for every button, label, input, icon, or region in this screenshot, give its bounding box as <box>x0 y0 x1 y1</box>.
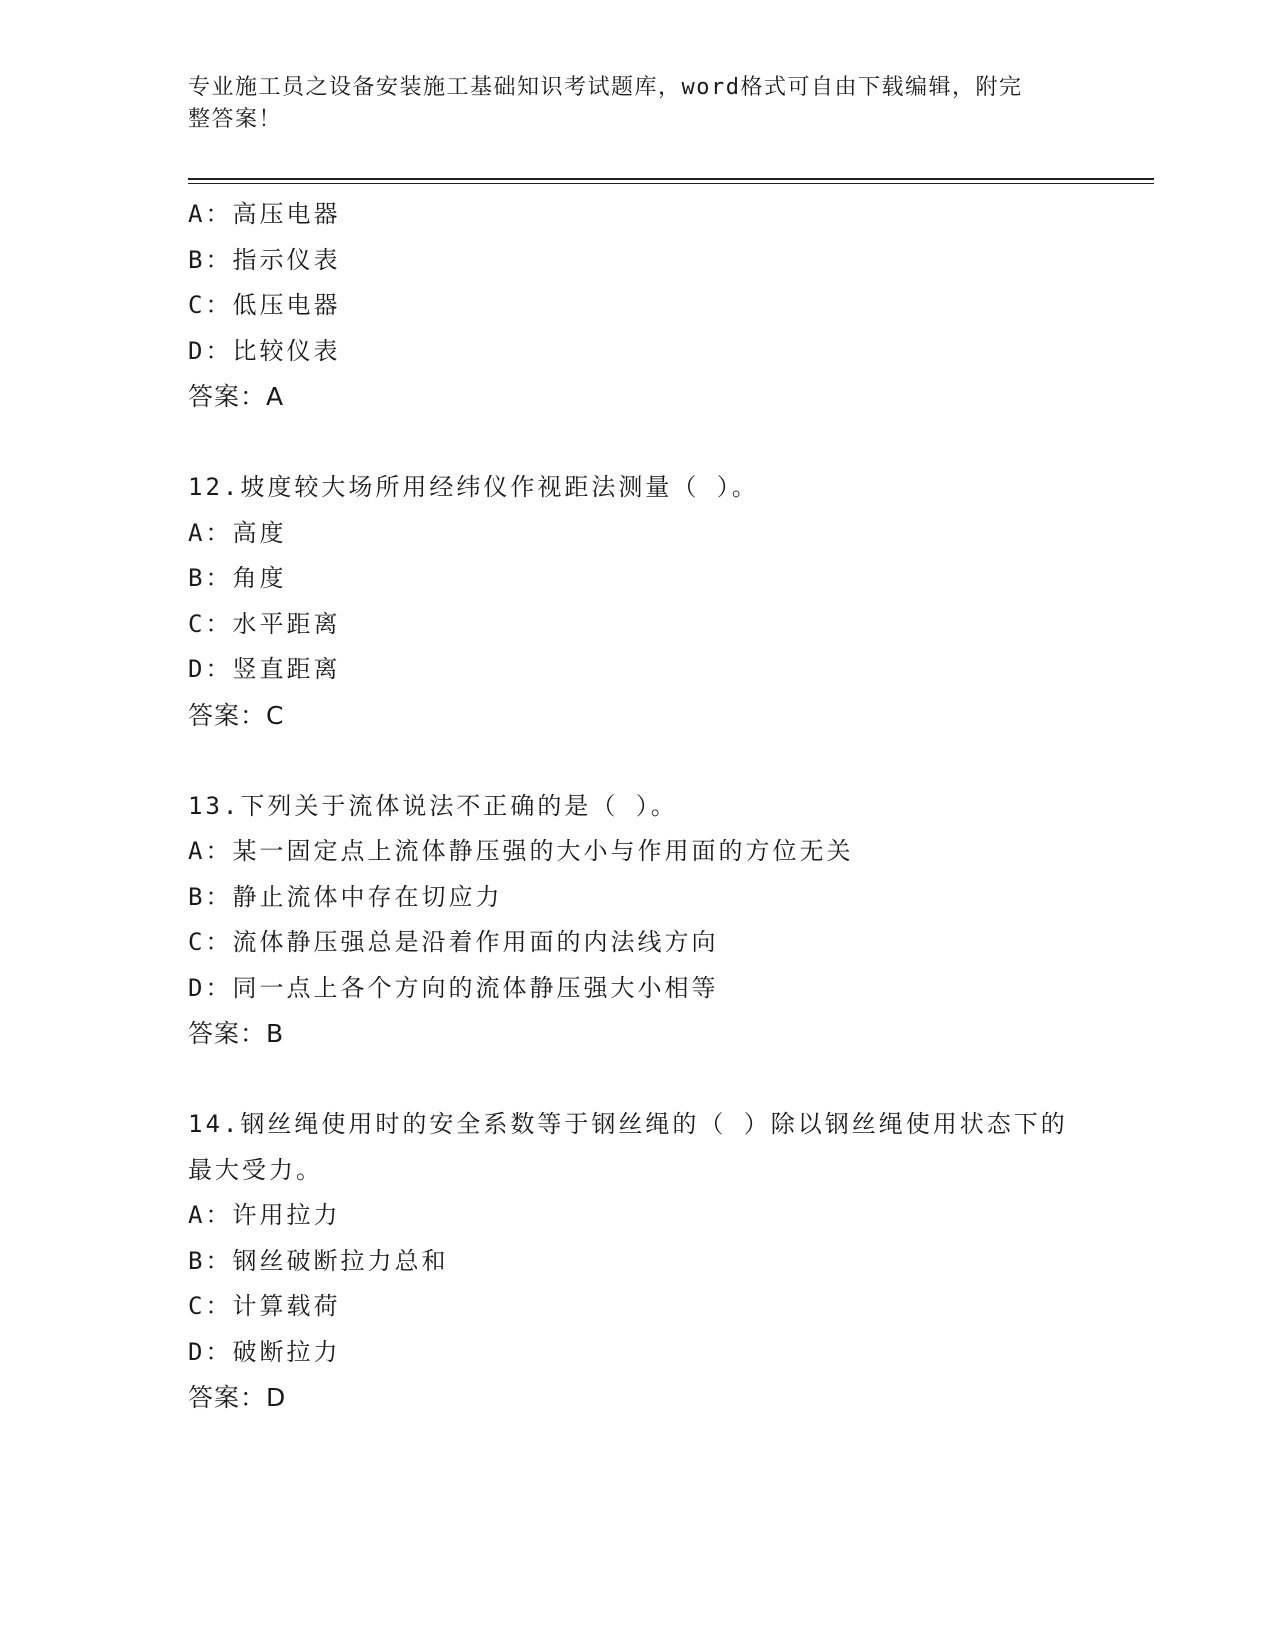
question-stem: 12.坡度较大场所用经纬仪作视距法测量（ ）。 <box>188 473 759 501</box>
header-rule-thin <box>188 183 1154 184</box>
option-b: B：静止流体中存在切应力 <box>188 882 503 911</box>
header-line-2: 整答案！ <box>188 107 283 132</box>
option-a: A：高压电器 <box>188 200 341 228</box>
answer-line: 答案：B <box>188 1019 285 1048</box>
answer-line: 答案：D <box>188 1383 287 1412</box>
option-d: D：同一点上各个方向的流体静压强大小相等 <box>188 973 719 1002</box>
spacer <box>188 420 1088 466</box>
spacer <box>188 1057 1088 1103</box>
option-b: B：角度 <box>188 564 287 592</box>
option-a: A：某一固定点上流体静压强的大小与作用面的方位无关 <box>188 837 854 865</box>
question-stem: 13.下列关于流体说法不正确的是（ ）。 <box>188 791 678 820</box>
option-c: C：水平距离 <box>188 609 341 638</box>
question-list <box>188 192 1088 1421</box>
question-14 <box>188 1102 1088 1421</box>
question-12 <box>188 465 1088 738</box>
option-c: C：流体静压强总是沿着作用面的内法线方向 <box>188 928 719 956</box>
option-c: C：低压电器 <box>188 291 341 319</box>
question-stem: 14.钢丝绳使用时的安全系数等于钢丝绳的（ ）除以钢丝绳使用状态下的最大受力。 <box>188 1110 1068 1184</box>
option-c: C：计算载荷 <box>188 1292 341 1320</box>
option-b: B：指示仪表 <box>188 245 341 274</box>
option-a: A：许用拉力 <box>188 1201 341 1229</box>
spacer <box>188 738 1088 784</box>
document-header <box>188 72 1068 136</box>
header-line-1: 专业施工员之设备安装施工基础知识考试题库，word格式可自由下载编辑，附完 <box>188 75 1023 100</box>
answer-line: 答案：C <box>188 700 285 730</box>
option-d: D：比较仪表 <box>188 336 341 365</box>
option-a: A：高度 <box>188 518 287 547</box>
answer-line: 答案：A <box>188 382 285 411</box>
option-b: B：钢丝破断拉力总和 <box>188 1246 449 1275</box>
header-rule-thick <box>188 178 1154 180</box>
question-13 <box>188 784 1088 1057</box>
question-11-partial <box>188 192 1088 420</box>
option-d: D：破断拉力 <box>188 1337 341 1366</box>
option-d: D：竖直距离 <box>188 655 341 683</box>
